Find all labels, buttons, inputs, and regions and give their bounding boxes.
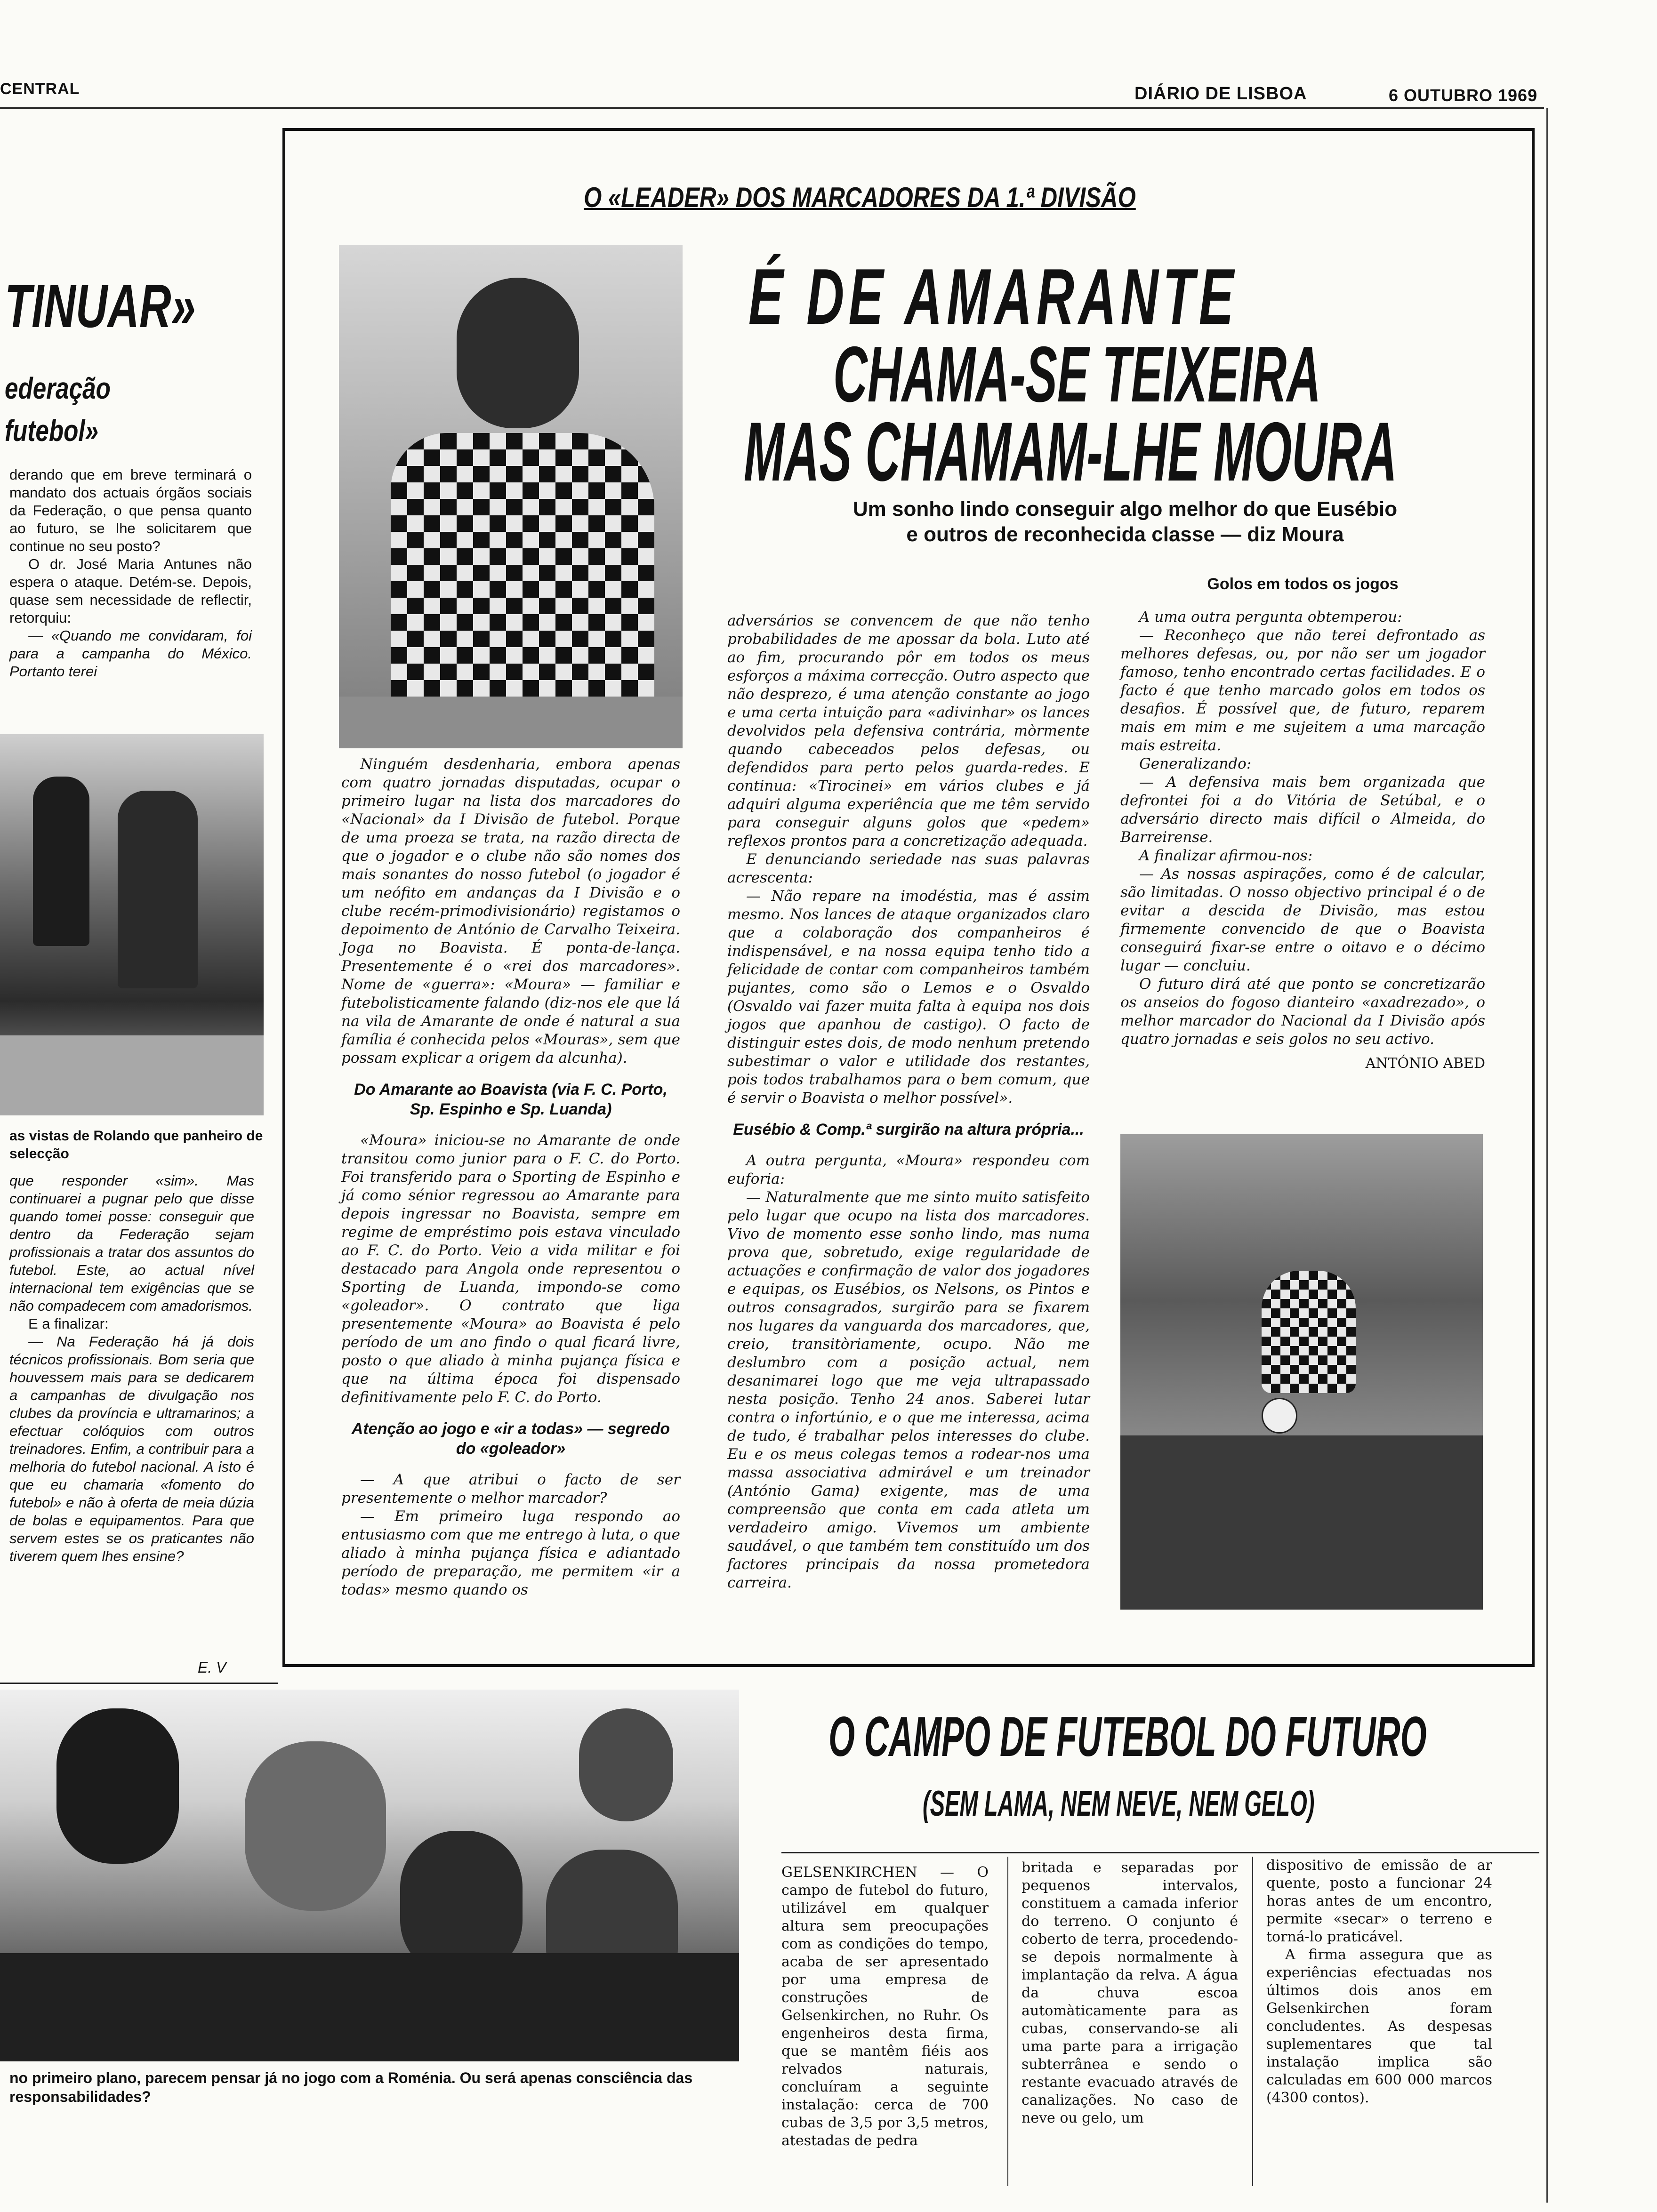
main-deck-line: Um sonho lindo conseguir algo melhor do que Eusébio bbox=[853, 497, 1398, 521]
left-subhead-1: ederação bbox=[5, 371, 111, 405]
main-column-3 bbox=[1120, 574, 1485, 1073]
main-subhead: Atenção ao jogo e «ir a todas» — segredo do «goleador» bbox=[351, 1420, 670, 1458]
bottom-headline: O CAMPO DE FUTEBOL DO FUTURO bbox=[828, 1705, 1427, 1768]
player-silhouette bbox=[33, 777, 89, 946]
bottom-photo-players bbox=[0, 1690, 739, 2061]
left-paragraph: — «Quando me convidaram, foi para a campanha do México. Portanto terei bbox=[9, 627, 252, 680]
bottom-subheadline: (SEM LAMA, NEM NEVE, NEM GELO) bbox=[923, 1784, 1315, 1824]
bottom-column-1: GELSENKIRCHEN — O campo de futebol do futuro, utilizável em qualquer altura sem preocupações com as condições do tempo, acaba de ser apresentado por uma empresa de construções de Gelsenkirchen, no Ruhr. Os engenheiros desta firma, que se mantêm fiéis aos relvados naturais, concluíram a seguinte instalação: cerca de 700 cubas de 3,5 por 3,5 metros, atestadas de pedra bbox=[781, 1864, 989, 2149]
main-paragraph: A uma outra pergunta obtemperou: bbox=[1139, 609, 1402, 625]
header-rule bbox=[0, 107, 1544, 109]
main-paragraph: — A defensiva mais bem organizada que defrontei foi a do Vitória de Setúbal, e o adversário directo mais difícil o Almeida, do Barreirense. bbox=[1120, 774, 1485, 846]
main-paragraph: — Em primeiro luga respondo ao entusiasmo com que me entrego à luta, o que aliado à minha pujança física e adiantado período de preparação, me permitem «ir a todas» mesmo quando os bbox=[341, 1508, 680, 1598]
main-deck bbox=[725, 497, 1525, 547]
main-paragraph: A outra pergunta, «Moura» respondeu com euforia: bbox=[727, 1152, 1090, 1187]
main-headline-line-1: É DE AMARANTE bbox=[748, 252, 1239, 341]
main-paragraph: — Reconheço que não terei defrontado as melhores defesas, ou, por não ser um jogador famoso, tenho encontrado certas facilidades. E o facto é que tenho marcado golos em todos os desafios. É possível que, de futuro, reparem mais em mim e me sujeitem a uma marcação mais estreita. bbox=[1120, 627, 1485, 754]
player-face bbox=[56, 1708, 179, 1864]
checkered-jersey bbox=[391, 433, 654, 697]
bottom-column-3 bbox=[1266, 1857, 1492, 2107]
main-deck-line: e outros de reconhecida classe — diz Moura bbox=[906, 523, 1344, 546]
photo-background bbox=[339, 697, 683, 748]
ball bbox=[1262, 1398, 1297, 1434]
newspaper-name: DIÁRIO DE LISBOA bbox=[1134, 84, 1307, 104]
left-bottom-rule bbox=[0, 1683, 278, 1684]
main-paragraph: adversários se convencem de que não tenho probabilidades de me apossar da bola. Luto até ao fim, procurando pôr em todos os meus esforços a máxima correcção. Outro aspecto que não desprezo, é uma atenção constante ao jogo e uma certa intuição para «adivinhar» os lances devolvidos pela defensiva contrária, mòrmente quando cabeceados pelos defesas, ou defendidos para perto pelos guarda-redes. E continua: «Tirocinei» em vários clubes e já adquiri alguma experiência que me têm servido para conseguir alguns golos que «pedem» reflexos prontos para a concretização adequada. bbox=[727, 612, 1090, 850]
pitch-ground bbox=[0, 1035, 264, 1115]
bottom-paragraph: A firma assegura que as experiências efectuadas nos últimos dois anos em Gelsenkirchen foram concludentes. As despesas suplementares que tal instalação implica são calculadas em 600 000 marcos (4300 contos). bbox=[1266, 1947, 1492, 2106]
main-byline: ANTÓNIO ABED bbox=[1365, 1055, 1485, 1072]
bottom-photo-caption: no primeiro plano, parecem pensar já no jogo com a Roménia. Ou será apenas consciência das responsabilidades? bbox=[9, 2069, 693, 2105]
player-shirts bbox=[0, 1953, 739, 2061]
left-article-text-top bbox=[9, 466, 252, 681]
main-headline-line-3: MAS CHAMAM-LHE MOURA bbox=[744, 405, 1397, 498]
column-rule bbox=[1252, 1857, 1253, 2186]
main-photo-action bbox=[1120, 1134, 1483, 1610]
left-paragraph: E a finalizar: bbox=[28, 1315, 109, 1332]
main-paragraph: A finalizar afirmou-nos: bbox=[1139, 847, 1313, 864]
main-paragraph: — Não repare na imodéstia, mas é assim mesmo. Nos lances de ataque organizados claro que a colaboração dos companheiros é indispensável, e na nossa equipa tenho tido a felicidade de contar com companheiros também pujantes, como são o Lemos e o Osvaldo (Osvaldo vai fazer muita falta à equipa nos dois jogos que apanhou de castigo). O facto de distinguir estes dois, de modo nenhum pretendo subestimar o valor e utilidade dos restantes, pois todos trabalhamos para o bem comum, que é servir o Boavista o melhor possível». bbox=[727, 888, 1090, 1106]
left-paragraph: que responder «sim». Mas continuarei a pugnar pelo que disse quando tomei posse: conseguir que dentro da Federação sejam profissionais a tratar dos assuntos do futebol. Este, ao actual nível internacional tem exigências que se não compadecem com amadorismos. bbox=[9, 1172, 254, 1314]
bottom-column-2: britada e separadas por pequenos intervalos, constituem a camada inferior do terreno. O conjunto é coberto de terra, procedendo-se depois normalmente à implantação da relva. A água da chuva escoa automàticamente para as cubas, conservando-se ali uma parte para a irrigação subterrânea e sendo o restante evacuado através de canalizações. No caso de neve ou gelo, um bbox=[1022, 1859, 1238, 2126]
main-subhead: Eusébio & Comp.ª surgirão na altura própria... bbox=[733, 1121, 1084, 1138]
left-signature: E. V bbox=[198, 1659, 226, 1676]
main-headline-line-2: CHAMA-SE TEIXEIRA bbox=[833, 330, 1321, 418]
page-edge-rule bbox=[1546, 108, 1548, 2203]
left-photo-caption: as vistas de Rolando que panheiro de selecção bbox=[9, 1128, 263, 1162]
left-photo-players bbox=[0, 734, 264, 1115]
left-subhead-2: futebol» bbox=[5, 414, 99, 448]
main-subhead: Golos em todos os jogos bbox=[1207, 575, 1399, 593]
main-column-2 bbox=[727, 612, 1090, 1592]
section-tag: CENTRAL bbox=[0, 80, 80, 98]
main-subhead: Do Amarante ao Boavista (via F. C. Porto, Sp. Espinho e Sp. Luanda) bbox=[354, 1081, 668, 1118]
pitch-ground bbox=[1120, 1435, 1483, 1610]
left-headline: TINUAR» bbox=[5, 272, 196, 340]
main-paragraph: E denunciando seriedade nas suas palavras acrescenta: bbox=[727, 851, 1090, 886]
main-column-1 bbox=[341, 755, 680, 1599]
bottom-paragraph: dispositivo de emissão de ar quente, posto a funcionar 24 horas antes de um encontro, permite «secar» o terreno e torná-lo praticável. bbox=[1266, 1857, 1492, 1945]
player-face bbox=[579, 1708, 673, 1821]
player-head bbox=[457, 278, 579, 428]
main-kicker: O «LEADER» DOS MARCADORES DA 1.ª DIVISÃO bbox=[584, 182, 1136, 213]
main-paragraph: Generalizando: bbox=[1139, 755, 1252, 772]
left-paragraph: — Na Federação há já dois técnicos profissionais. Bom seria que houvessem mais para se dedicarem a campanhas de divulgação nos clubes da província e ultramarinos; a efectuar colóquios com outros treinadores. Enfim, a contribuir para a melhoria do futebol nacional. A isto é que eu chamaria «fomento do futebol» e não à oferta de meia dúzia de bolas e equipamentos. Para que servem estes se os praticantes não tiverem quem lhes ensine? bbox=[9, 1333, 254, 1564]
issue-date: 6 OUTUBRO 1969 bbox=[1389, 86, 1538, 105]
main-paragraph: — As nossas aspirações, como é de calcular, são limitadas. O nosso objectivo principal é o de evitar a descida de Divisão, mas estou firmemente convencido de que o Boavista conseguirá fixar-se entre o oitavo e o décimo lugar — concluiu. bbox=[1120, 866, 1485, 974]
main-paragraph: O futuro dirá até que ponto se concretizarão os anseios do fogoso dianteiro «axadrezado», o melhor marcador do Nacional da I Divisão após quatro jornadas e seis golos no seu activo. bbox=[1120, 976, 1485, 1048]
player-silhouette bbox=[118, 791, 198, 988]
main-paragraph: — A que atribui o facto de ser presentemente o melhor marcador? bbox=[341, 1471, 680, 1507]
left-paragraph: derando que em breve terminará o mandato dos actuais órgãos sociais da Federação, o que pensa quanto ao futuro, se lhe solicitarem que continue no seu posto? bbox=[9, 466, 252, 554]
main-paragraph: — Naturalmente que me sinto muito satisfeito pelo lugar que ocupo na lista dos marcadores. Vivo de momento esse sonho lindo, mas numa prova que, sobretudo, exige regularidade de actuações e confirmação de valor dos jogadores e equipas, os Eusébios, os Nelsons, os Pintos e outros consagrados, surgirão para se fixarem nos lugares da vanguarda dos marcadores, que, creio, transitòriamente, ocupo. Não me deslumbro com a posição actual, nem desanimarei logo que me veja ultrapassado nesta posição. Tenho 24 anos. Saberei lutar contra o infortúnio, e o que me interessa, acima de tudo, é trabalhar pelos interesses do clube. Eu e os meus colegas temos a rodear-nos uma massa associativa admirável e um treinador (António Gama) exigente, mas de uma compreensão que conta em cada atleta um verdadeiro amigo. Vivemos um ambiente saudável, o que também tem constituído um dos factores principais da nossa prometedora carreira. bbox=[727, 1189, 1090, 1591]
main-photo-moura bbox=[339, 245, 683, 748]
bottom-top-rule bbox=[781, 1852, 1539, 1853]
left-paragraph: O dr. José Maria Antunes não espera o ataque. Detém-se. Depois, quase sem necessidade de reflectir, retorquiu: bbox=[9, 556, 252, 626]
left-article-text-bottom bbox=[9, 1172, 254, 1565]
column-rule bbox=[1007, 1857, 1008, 2186]
player-action bbox=[1262, 1271, 1356, 1393]
main-paragraph: Ninguém desdenharia, embora apenas com quatro jornadas disputadas, ocupar o primeiro lugar na lista dos marcadores do «Nacional» da I Divisão de futebol. Porque de uma proeza se trata, na razão directa de que o jogador e o clube não são nomes dos mais sonantes do nosso futebol (o jogador é um neófito em andanças da I Divisão e o clube recém-primodivisionário) registamos o depoimento de António de Carvalho Teixeira. Joga no Boavista. É ponta-de-lança. Presentemente é o «rei dos marcadores». Nome de «guerra»: «Moura» — familiar e futebolisticamente falando (diz-nos ele que lá na vila de Amarante de onde é natural a sua família é conhecida pelos «Mouras», sem que possam explicar a origem da alcunha). bbox=[341, 756, 680, 1066]
main-paragraph: «Moura» iniciou-se no Amarante de onde transitou como junior para o F. C. do Porto. Foi transferido para o Sporting de Espinho e já como sénior regressou ao Amarante para depois ingressar no Boavista, sempre em regime de empréstimo pois estava vinculado ao F. C. do Porto. Veio a vida militar e foi destacado para Angola onde representou o Sporting de Luanda, impondo-se como «goleador». O contrato que liga presentemente «Moura» ao Boavista é pelo período de um ano findo o qual ficará livre, posto o que aliado à minha pujança física e que na última época foi dispensado definitivamente pelo F. C. do Porto. bbox=[341, 1132, 680, 1406]
player-face bbox=[245, 1741, 386, 1911]
